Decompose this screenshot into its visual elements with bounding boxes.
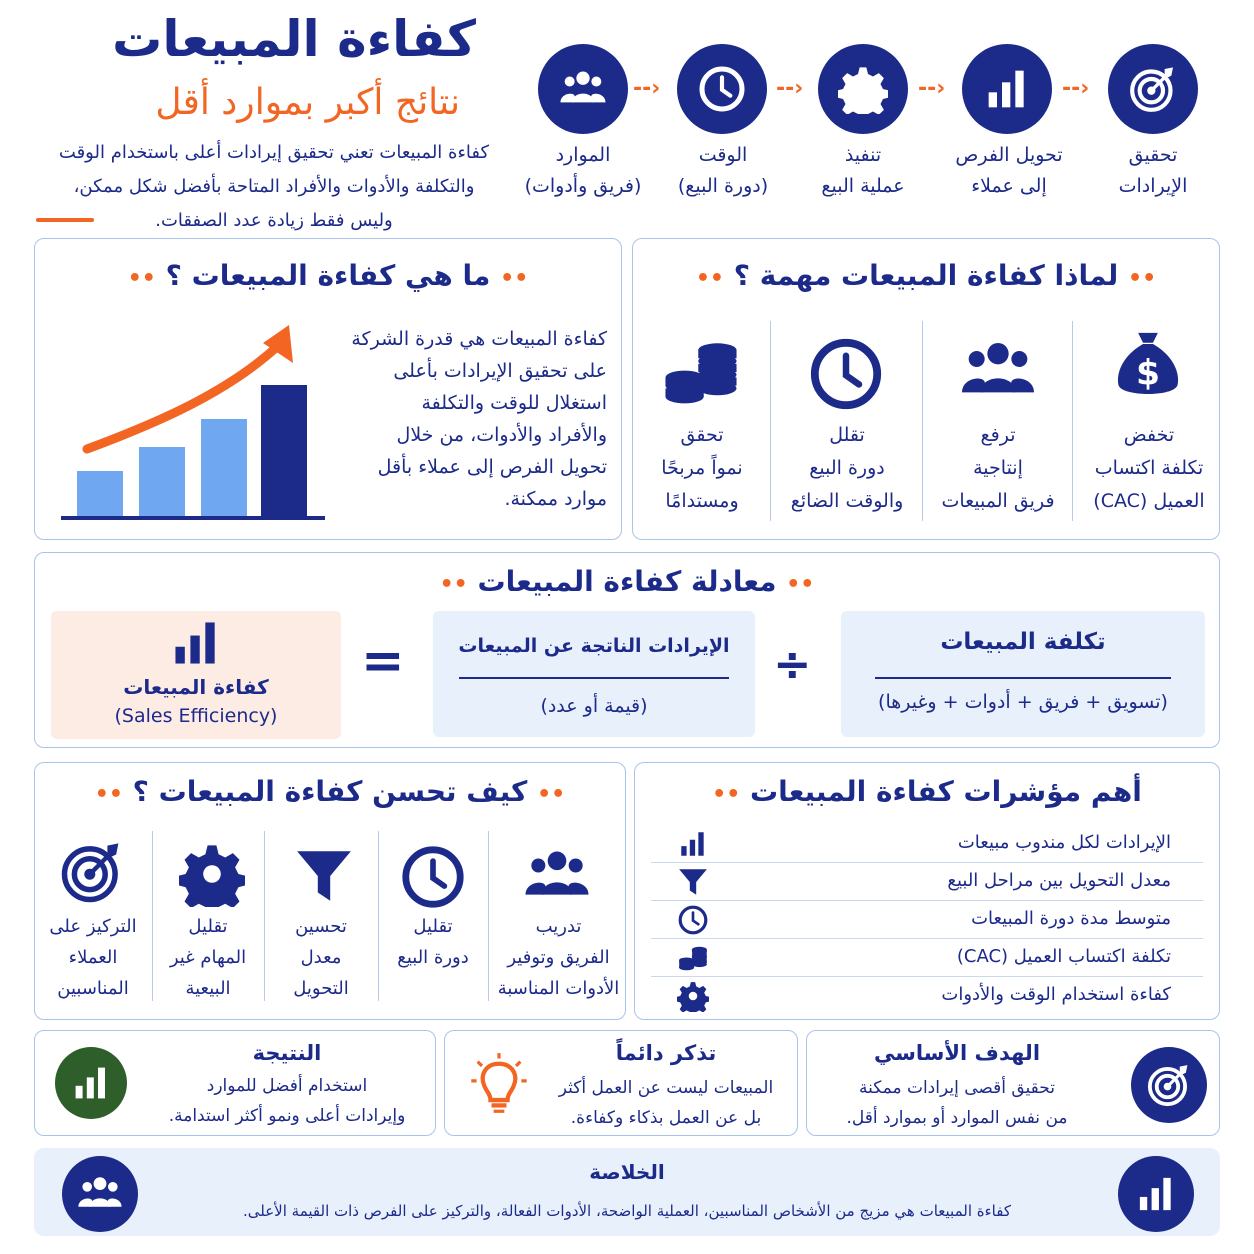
- remember-line1: المبيعات ليست عن العمل أكثر: [558, 1078, 774, 1098]
- kpi-label: الإيرادات لكل مندوب مبيعات: [957, 832, 1171, 853]
- goal-title: الهدف الأساسي: [873, 1041, 1041, 1065]
- revenue-divider: [459, 677, 729, 679]
- clock-icon: [399, 843, 467, 911]
- flow-team-icon: [538, 44, 628, 134]
- divide-sign: ÷: [773, 637, 812, 691]
- funnel-icon: [293, 845, 355, 907]
- flow-step-label: تحويل الفرص إلى عملاء: [955, 144, 1063, 197]
- result-title: كفاءة المبيعات: [123, 675, 269, 699]
- improve-panel: [34, 762, 626, 1020]
- what-title: •• ما هي كفاءة المبيعات ؟ ••: [127, 259, 529, 292]
- revenue-title: الإيرادات الناتجة عن المبيعات: [458, 635, 730, 657]
- result-panel: [34, 1030, 436, 1136]
- kpi-row: [651, 977, 1203, 1015]
- what-panel: [34, 238, 622, 540]
- improve-item-text: تحسين معدل التحويل: [293, 916, 349, 999]
- goal-icon: [1131, 1047, 1207, 1123]
- remember-panel: [444, 1030, 798, 1136]
- summary-text: كفاءة المبيعات هي مزيج من الأشخاص المناسبين، العملية الواضحة، الأدوات الفعالة، والتركيز على الفرص ذات القيمة الأعلى.: [243, 1202, 1011, 1220]
- improve-item-text: التركيز على العملاء المناسبين: [49, 916, 137, 999]
- why-item-text: ترفع إنتاجية فريق المبيعات: [941, 424, 1055, 512]
- flow-arrow-icon: ‑‑›: [1062, 76, 1090, 101]
- lightbulb-icon: [467, 1043, 531, 1123]
- target-icon: [59, 839, 125, 905]
- result-en: (Sales Efficiency): [114, 705, 278, 727]
- coins-icon: [659, 331, 743, 413]
- target-icon: [1146, 1062, 1192, 1108]
- improve-item-text: تقليل دورة البيع: [397, 916, 469, 968]
- growth-chart-illustration: [57, 323, 337, 523]
- flow-arrow-icon: ‑‑›: [776, 76, 804, 101]
- why-item-text: تخفض تكلفة اكتساب العميل (CAC): [1093, 424, 1205, 512]
- improve-item-text: تدريب الفريق وتوفير الأدوات المناسبة: [497, 916, 620, 999]
- kpi-row: [651, 863, 1203, 901]
- what-text: كفاءة المبيعات هي قدرة الشركة على تحقيق الإيرادات بأعلى استغلال للوقت والتكلفة والأفراد والأدوات، من خلال تحويل الفرص إلى عملاء بأقل موارد ممكنة.: [351, 328, 607, 510]
- clock-icon: [807, 335, 885, 413]
- summary-panel: [34, 1148, 1220, 1236]
- goal-line2: من نفس الموارد أو بموارد أقل.: [846, 1108, 1068, 1128]
- coins-icon: [677, 942, 709, 974]
- improve-item-text: تقليل المهام غير البيعية: [169, 916, 247, 999]
- flow-step-label: الوقت (دورة البيع): [677, 144, 769, 197]
- goal-line1: تحقيق أقصى إيرادات ممكنة: [858, 1078, 1055, 1098]
- divider: [922, 321, 923, 521]
- kpi-label: تكلفة اكتساب العميل (CAC): [956, 946, 1171, 967]
- gear-icon: [677, 980, 709, 1012]
- flow-arrow-icon: ‑‑›: [633, 76, 661, 101]
- page-title: كفاءة المبيعات: [112, 10, 476, 68]
- improve-title: •• كيف تحسن كفاءة المبيعات ؟ ••: [94, 775, 566, 808]
- header-description: كفاءة المبيعات تعني تحقيق إيرادات أعلى باستخدام الوقت والتكلفة والأدوات والأفراد المتاحة بأفضل شكل ممكن، وليس فقط زيادة عدد الصفقات.: [58, 142, 490, 231]
- money-bag-icon: [1111, 325, 1185, 405]
- why-item-text: تحقق نمواً مربحًا ومستدامًا: [661, 424, 743, 512]
- kpi-title: أهم مؤشرات كفاءة المبيعات ••: [712, 775, 1142, 808]
- why-item-text: تقلل دورة البيع والوقت الضائع: [790, 424, 904, 512]
- equation-panel: [34, 552, 1220, 748]
- flow-target-icon: [1108, 44, 1198, 134]
- flow-gear-icon: [818, 44, 908, 134]
- goal-panel: [806, 1030, 1220, 1136]
- flow-clock-icon: [677, 44, 767, 134]
- kpi-row: [651, 939, 1203, 977]
- equation-title: •• معادلة كفاءة المبيعات ••: [439, 565, 815, 598]
- header-underline: [36, 218, 94, 222]
- team-icon: [951, 331, 1045, 411]
- bar-chart-icon: [677, 828, 709, 860]
- gear-icon: [179, 841, 245, 907]
- flow-step-label: الموارد (فريق وأدوات): [524, 144, 642, 197]
- summary-title: الخلاصة: [589, 1160, 665, 1184]
- why-panel: [632, 238, 1220, 540]
- divider: [488, 831, 489, 1001]
- clock-icon: [677, 904, 709, 936]
- cost-divider: [875, 677, 1171, 679]
- bar-chart-icon: [165, 615, 227, 671]
- why-title: •• لماذا كفاءة المبيعات مهمة ؟ ••: [695, 259, 1157, 292]
- revenue-box: [433, 611, 755, 737]
- flow-arrow-icon: ‑‑›: [918, 76, 946, 101]
- flow-step-label: تنفيذ عملية البيع: [821, 144, 905, 197]
- revenue-detail: (قيمة أو عدد): [540, 695, 648, 717]
- kpi-row: [651, 825, 1203, 863]
- result-box: [51, 611, 341, 739]
- page-subtitle: نتائج أكبر بموارد أقل: [155, 82, 460, 123]
- cost-box: [841, 611, 1205, 737]
- kpi-panel: [634, 762, 1220, 1020]
- cost-title: تكلفة المبيعات: [940, 629, 1106, 655]
- bar-chart-icon: [70, 1062, 112, 1104]
- cost-detail: (تسويق + فريق + أدوات + وغيرها): [878, 691, 1168, 713]
- result-line2: وإيرادات أعلى ونمو أكثر استدامة.: [168, 1106, 406, 1126]
- kpi-row: [651, 901, 1203, 939]
- kpi-label: كفاءة استخدام الوقت والأدوات: [941, 984, 1171, 1005]
- kpi-label: معدل التحويل بين مراحل البيع: [947, 870, 1171, 891]
- result-line1: استخدام أفضل للموارد: [206, 1076, 368, 1096]
- flow-step-label: تحقيق الإيرادات: [1118, 144, 1188, 197]
- equals-sign: =: [361, 631, 405, 691]
- divider: [1072, 321, 1073, 521]
- kpi-label: متوسط مدة دورة المبيعات: [971, 908, 1171, 929]
- result-title: النتيجة: [252, 1041, 322, 1065]
- remember-title: تذكر دائماً: [615, 1041, 717, 1065]
- remember-line2: بل عن العمل بذكاء وكفاءة.: [570, 1108, 762, 1128]
- result-icon: [55, 1047, 127, 1119]
- team-icon: [515, 841, 599, 911]
- flow-bar-chart-icon: [962, 44, 1052, 134]
- funnel-icon: [677, 866, 709, 898]
